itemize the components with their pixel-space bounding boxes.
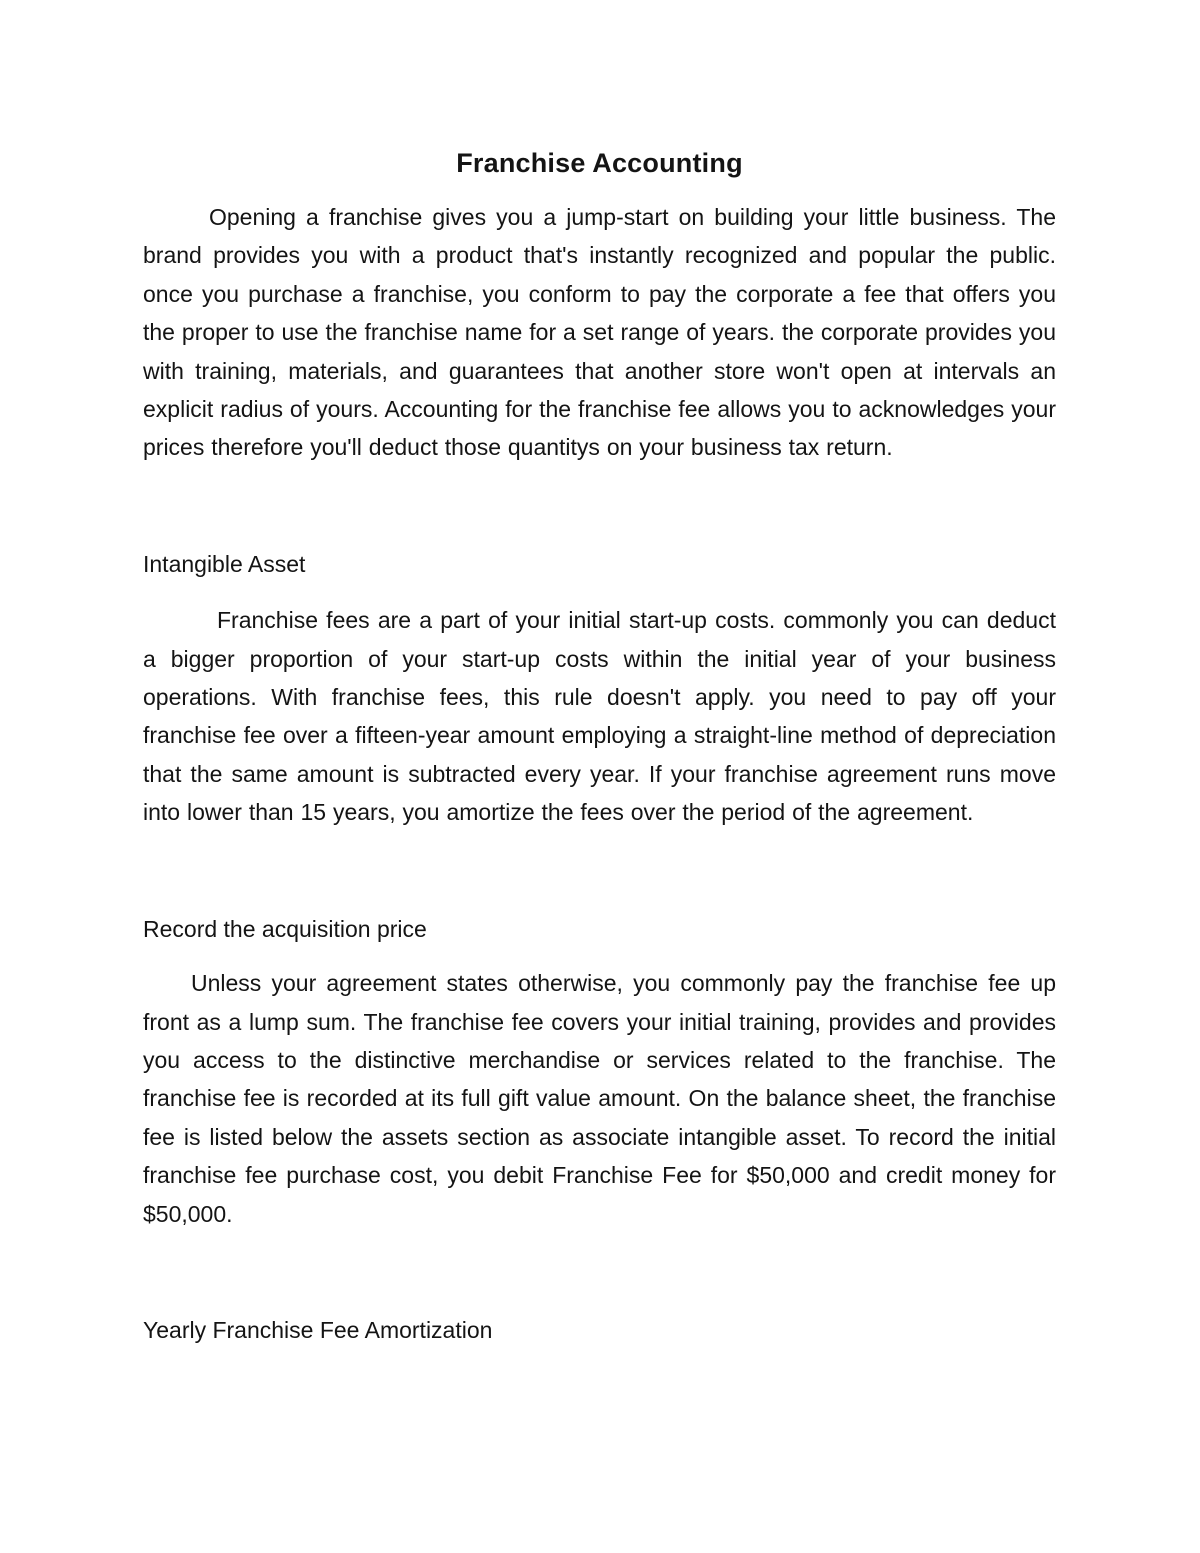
section-heading-record-acquisition-price: Record the acquisition price [143, 915, 427, 942]
intangible-asset-paragraph: Franchise fees are a part of your initial start-up costs. commonly you can deduct a bigger proportion of your start-up costs within the initial year of your business operations. With franchise fees, this rule doesn't apply. you need to pay off your franchise fee over a fifteen-year amount employing a straight-line method of depreciation that the same amount is subtracted every year. If your franchise agreement runs move into lower than 15 years, you amortize the fees over the period of the agreement. [143, 607, 1056, 826]
document-body [143, 144, 1056, 1349]
section-heading-yearly-amortization: Yearly Franchise Fee Amortization [143, 1316, 493, 1343]
record-acquisition-price-paragraph: Unless your agreement states otherwise, you commonly pay the franchise fee up front as a lump sum. The franchise fee covers your initial training, provides and provides you access to the distinctive merchandise or services related to the franchise. The franchise fee is recorded at its full gift value amount. On the balance sheet, the franchise fee is listed below the assets section as associate intangible asset. To record the initial franchise fee purchase cost, you debit Franchise Fee for $50,000 and credit money for $50,000. [143, 970, 1056, 1227]
document-title: Franchise Accounting [456, 148, 743, 178]
intro-paragraph: Opening a franchise gives you a jump-start on building your little business. The brand provides you with a product that's instantly recognized and popular the public. once you purchase a franchise, you conform to pay the corporate a fee that offers you the proper to use the franchise name for a set range of years. the corporate provides you with training, materials, and guarantees that another store won't open at intervals an explicit radius of yours. Accounting for the franchise fee allows you to acknowledges your prices therefore you'll deduct those quantitys on your business tax return. [143, 204, 1056, 461]
section-heading-intangible-asset: Intangible Asset [143, 550, 306, 577]
